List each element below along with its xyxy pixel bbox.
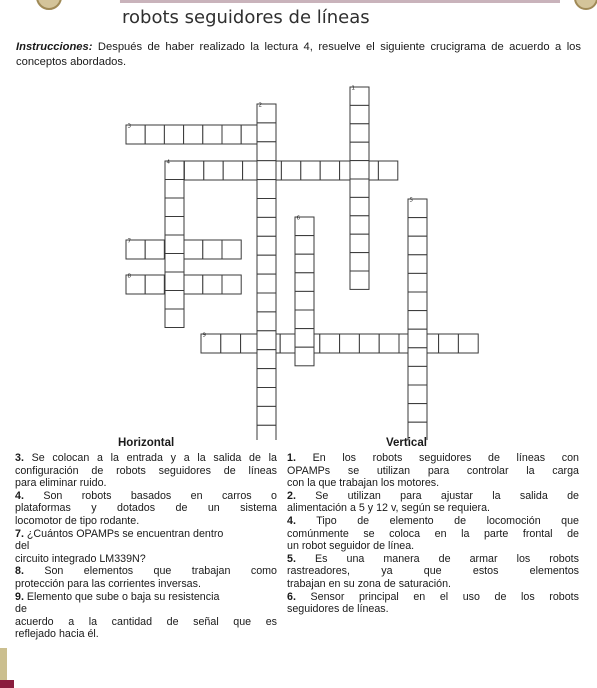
crossword-cell-down-4-2[interactable] (165, 180, 184, 199)
crossword-cell-down-2-8[interactable] (257, 236, 276, 255)
crossword-cell-down-1-3[interactable] (350, 124, 369, 142)
crossword-cell-down-2-11[interactable] (257, 293, 276, 312)
crossword-cell-down-4-6[interactable] (165, 254, 184, 273)
crossword-cell-across-4-2[interactable] (184, 161, 203, 180)
vertical-clues (287, 452, 579, 616)
crossword-cell-down-2-14[interactable] (257, 350, 276, 369)
crossword-cell-down-2-16[interactable] (257, 388, 276, 407)
crossword-cell-across-9-7[interactable] (320, 334, 340, 353)
vertical-clue-2: 2. Se utilizan para ajustar la salida de alimentación a 5 y 12 v, según se requiera. (287, 489, 579, 515)
bottom-left-bar (0, 680, 14, 688)
crossword-cell-across-4-4[interactable] (223, 161, 242, 180)
horizontal-clues (15, 452, 277, 641)
crossword-cell-across-3-2[interactable] (145, 125, 164, 144)
crossword-cell-down-2-15[interactable] (257, 369, 276, 388)
crossword-cell-down-6-2[interactable] (295, 236, 314, 255)
crossword-cell-down-2-13[interactable] (257, 331, 276, 350)
horizontal-clue-3: 3. Se colocan a la entrada y a la salida de la configuración de robots seguidores de líneas para eliminar ruido. (15, 452, 277, 490)
crossword-cell-down-2-2[interactable] (257, 123, 276, 142)
crossword-cell-across-9-14[interactable] (458, 334, 478, 353)
crossword-cell-down-1-6[interactable] (350, 179, 369, 197)
crossword-cell-down-1-10[interactable] (350, 253, 369, 271)
crossword-cell-across-8-6[interactable] (222, 275, 241, 294)
crossword-cell-down-5-11[interactable] (408, 385, 427, 404)
clue-number-7: 7 (127, 238, 131, 245)
clue-number-3: 3 (127, 123, 131, 130)
crossword-cell-down-4-8[interactable] (165, 291, 184, 310)
crossword-cell-down-1-2[interactable] (350, 105, 369, 123)
crossword-cell-down-1-8[interactable] (350, 216, 369, 234)
crossword-cell-across-3-5[interactable] (203, 125, 222, 144)
crossword-cell-down-2-18[interactable] (257, 425, 276, 440)
horizontal-clue-8: 8. Son elementos que trabajan como protección para las corrientes inversas. (15, 565, 277, 590)
crossword-cell-across-8-5[interactable] (203, 275, 222, 294)
clue-number-9: 9 (202, 332, 206, 339)
crossword-cell-down-4-4[interactable] (165, 217, 184, 236)
horizontal-heading: Horizontal (118, 437, 175, 449)
vertical-clue-4: 4. Tipo de elemento de locomoción que comúnmente se coloca en la parte frontal de un robot seguidor de línea. (287, 514, 580, 553)
clue-number-4: 4 (166, 159, 170, 166)
crossword-cell-down-6-3[interactable] (295, 254, 314, 273)
crossword-cell-down-6-5[interactable] (295, 291, 314, 310)
crossword-cell-across-4-3[interactable] (204, 161, 223, 180)
crossword-cell-across-9-8[interactable] (340, 334, 360, 353)
crossword-cell-down-4-3[interactable] (165, 198, 184, 217)
crossword-cell-down-6-8[interactable] (295, 347, 314, 366)
crossword-cell-across-7-6[interactable] (222, 240, 241, 259)
crossword-cell-down-4-9[interactable] (165, 309, 184, 328)
crossword-cell-down-5-9[interactable] (408, 348, 427, 367)
crossword-cell-across-4-7[interactable] (281, 161, 300, 180)
crossword-cell-down-5-5[interactable] (408, 273, 427, 292)
crossword-cell-across-9-9[interactable] (359, 334, 379, 353)
clue-number-6: 6 (296, 215, 300, 222)
crossword-cell-across-9-2[interactable] (221, 334, 241, 353)
crossword-cell-across-8-2[interactable] (145, 275, 164, 294)
crossword-cell-across-7-2[interactable] (145, 240, 164, 259)
crossword-cell-down-2-12[interactable] (257, 312, 276, 331)
crossword-cell-across-9-10[interactable] (379, 334, 399, 353)
crossword-cell-down-5-4[interactable] (408, 255, 427, 274)
crossword-cell-down-5-3[interactable] (408, 236, 427, 255)
instructions-text: Después de haber realizado la lectura 4, resuelve el siguiente crucigrama de acuerdo a los conceptos abordados. (16, 41, 581, 68)
crossword-cell-down-5-2[interactable] (408, 218, 427, 237)
crossword-cell-down-5-10[interactable] (408, 366, 427, 385)
clue-number-5: 5 (409, 197, 413, 204)
clue-number-1: 1 (351, 85, 355, 92)
crossword-cell-across-4-9[interactable] (320, 161, 339, 180)
crossword-cell-across-4-8[interactable] (301, 161, 320, 180)
crossword-cell-down-2-17[interactable] (257, 406, 276, 425)
crossword-cell-down-6-4[interactable] (295, 273, 314, 292)
crossword-cell-across-9-13[interactable] (439, 334, 459, 353)
page-title: robots seguidores de líneas (122, 7, 370, 28)
crossword-cell-down-6-6[interactable] (295, 310, 314, 329)
vertical-clue-5: 5. Es una manera de armar los robots rastreadores, ya que estos elementos trabajan en su zona de saturación. (287, 552, 579, 590)
crossword-cell-down-2-5[interactable] (257, 180, 276, 199)
vertical-heading: Vertical (386, 437, 427, 449)
crossword-cell-down-1-5[interactable] (350, 161, 369, 179)
horizontal-clue-7: 7. ¿Cuántos OPAMPs se encuentran dentro del circuito integrado LM339N? (15, 527, 224, 565)
crossword-cell-across-3-6[interactable] (222, 125, 241, 144)
crossword-cell-down-5-6[interactable] (408, 292, 427, 311)
crossword-cell-down-5-12[interactable] (408, 404, 427, 423)
clue-number-8: 8 (127, 273, 131, 280)
crossword-cell-across-3-3[interactable] (164, 125, 183, 144)
crossword-cell-down-2-7[interactable] (257, 217, 276, 236)
crossword-cell-across-7-4[interactable] (184, 240, 203, 259)
crossword-cell-down-5-8[interactable] (408, 329, 427, 348)
crossword-cell-down-5-7[interactable] (408, 311, 427, 330)
crossword-cell-down-2-3[interactable] (257, 142, 276, 161)
crossword-cell-down-1-9[interactable] (350, 234, 369, 252)
crossword-cell-down-6-7[interactable] (295, 329, 314, 348)
crossword-cell-down-2-6[interactable] (257, 199, 276, 218)
crossword-cell-down-2-4[interactable] (257, 161, 276, 180)
clue-number-2: 2 (258, 102, 262, 109)
crossword-cell-down-1-11[interactable] (350, 271, 369, 289)
horizontal-clue-9: 9. Elemento que sube o baja su resistencia de acuerdo a la cantidad de señal que es reflejado hacia él. (15, 590, 277, 641)
crossword-cell-across-8-4[interactable] (184, 275, 203, 294)
crossword-cell-across-4-12[interactable] (378, 161, 397, 180)
crossword-cell-down-1-7[interactable] (350, 197, 369, 215)
vertical-clue-6: 6. Sensor principal en el uso de los robots seguidores de líneas. (287, 590, 579, 616)
crossword-cell-down-2-10[interactable] (257, 274, 276, 293)
crossword-cell-down-2-9[interactable] (257, 255, 276, 274)
crossword-cell-down-4-7[interactable] (165, 272, 184, 291)
vertical-clue-1: 1. En los robots seguidores de líneas con OPAMPs se utilizan para controlar la carga con la que trabajan los motores. (287, 452, 579, 490)
crossword-cell-across-7-5[interactable] (203, 240, 222, 259)
crossword-cell-down-4-5[interactable] (165, 235, 184, 254)
crossword-cell-across-3-4[interactable] (184, 125, 203, 144)
horizontal-clue-4: 4. Son robots basados en carros o plataformas y dotados de un sistema locomotor de tipo rodante. (15, 489, 277, 527)
instructions-label: Instrucciones: (16, 41, 93, 53)
crossword-cell-down-1-4[interactable] (350, 142, 369, 160)
